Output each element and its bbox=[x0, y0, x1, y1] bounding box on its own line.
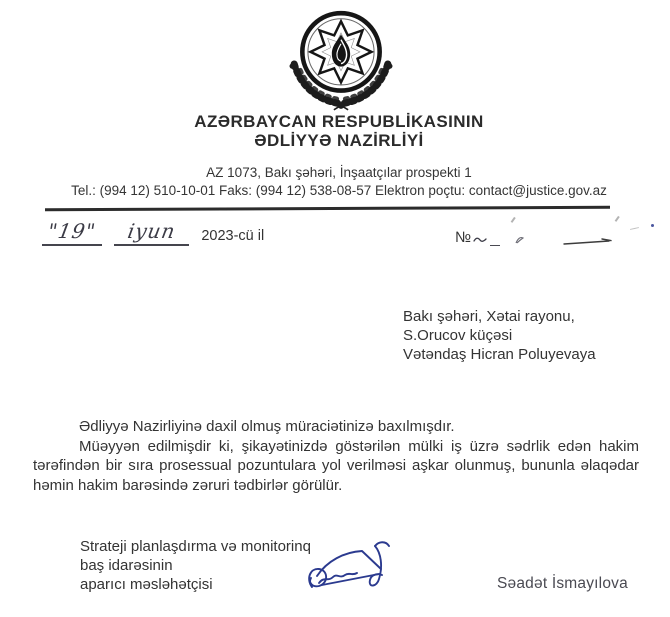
ministry-name-line1: AZƏRBAYCAN RESPUBLİKASININ bbox=[194, 112, 484, 131]
handwritten-signature bbox=[303, 531, 407, 611]
numero-underline bbox=[490, 231, 500, 246]
year-text: 2023-cü il bbox=[201, 228, 265, 244]
recipient-block bbox=[403, 307, 596, 364]
ministry-name-line2: ƏDLİYYƏ NAZİRLİYİ bbox=[254, 131, 424, 150]
pen-mark-icon bbox=[514, 234, 526, 246]
handwritten-month-field bbox=[114, 219, 189, 246]
pen-mark bbox=[630, 227, 639, 230]
contacts-line: Tel.: (994 12) 510-10-01 Faks: (994 12) 538-08-57 Elektron poçtu: contact@justice.gov.az bbox=[71, 183, 607, 198]
signer-title-block bbox=[80, 537, 311, 594]
body-paragraph-2: Müəyyən edilmişdir ki, şikayətinizdə göstərilən mülki iş üzrə sədrlik edən hakim tərəfindən bir sıra prosessual pozuntulara yol verilməsi aşkar olunmuş, bununla əlaqədar həmin hakim barəsində zəruri tədbirlər görülür. bbox=[33, 437, 639, 494]
pen-squiggle-icon bbox=[473, 232, 489, 246]
date-line bbox=[42, 219, 264, 246]
body-paragraph-1: Ədliyyə Nazirliyinə daxil olmuş müraciətinizə baxılmışdır. bbox=[79, 418, 455, 435]
signer-title-line: Strateji planlaşdırma və monitorinq bbox=[80, 538, 311, 555]
address-line: AZ 1073, Bakı şəhəri, İnşaatçılar prospekti 1 bbox=[206, 165, 472, 180]
recipient-line: Bakı şəhəri, Xətai rayonu, bbox=[403, 308, 575, 325]
pen-mark bbox=[615, 216, 620, 222]
signer-title-line: aparıcı məsləhətçisi bbox=[80, 576, 213, 593]
header-divider bbox=[45, 206, 610, 211]
handwritten-month: iyun bbox=[125, 219, 178, 243]
recipient-line: S.Orucov küçəsi bbox=[403, 327, 513, 344]
numero-label: № bbox=[455, 229, 472, 246]
document-number-field bbox=[455, 229, 526, 246]
pen-mark bbox=[511, 217, 516, 223]
pen-mark bbox=[651, 224, 654, 227]
pen-line-mark bbox=[563, 236, 615, 248]
handwritten-day: "19" bbox=[45, 219, 98, 243]
signer-title-line: baş idarəsinin bbox=[80, 557, 173, 574]
handwritten-day-field bbox=[42, 219, 102, 246]
letter-body bbox=[33, 417, 639, 495]
ministry-name bbox=[0, 112, 670, 150]
recipient-line: Vətəndaş Hicran Poluyevaya bbox=[403, 346, 596, 363]
azerbaijan-coat-of-arms-icon bbox=[283, 6, 399, 114]
signer-name: Səadət İsmayılova bbox=[497, 575, 628, 592]
